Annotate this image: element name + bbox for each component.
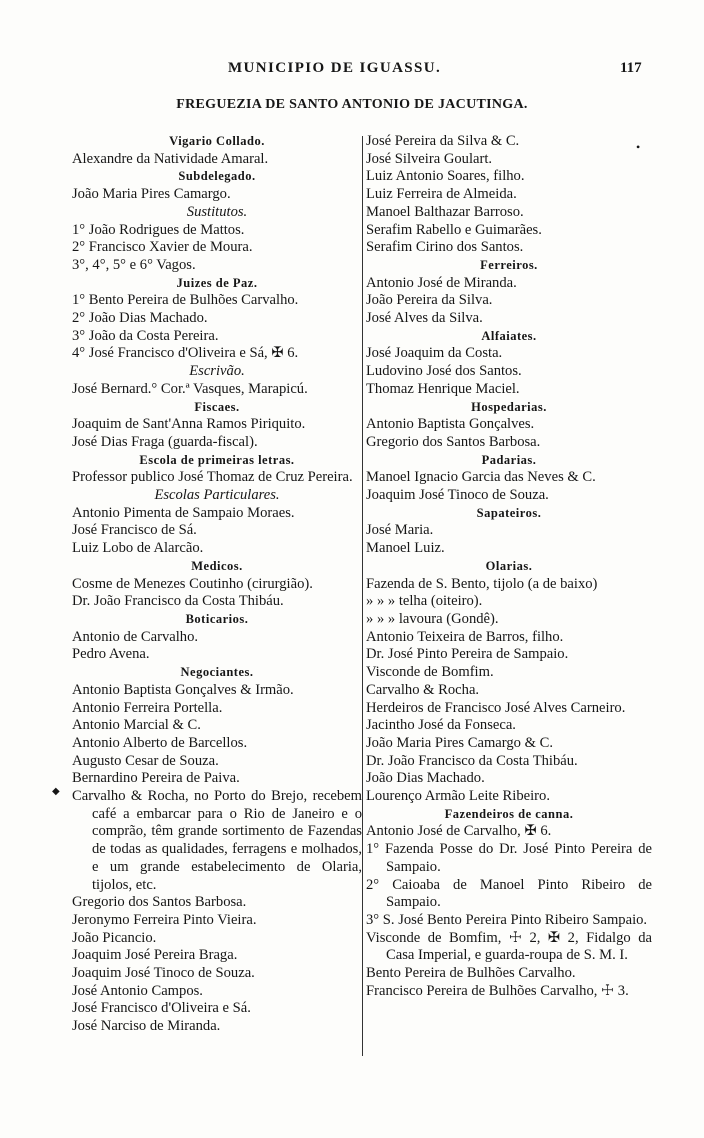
directory-entry: João Maria Pires Camargo. xyxy=(72,186,231,203)
running-header xyxy=(0,60,704,82)
directory-entry: Manoel Ignacio Garcia das Neves & C. xyxy=(366,469,596,486)
directory-entry: Antonio Marcial & C. xyxy=(72,717,201,734)
directory-entry: Bento Pereira de Bulhões Carvalho. xyxy=(366,965,576,982)
directory-entry: Cosme de Menezes Coutinho (cirurgião). xyxy=(72,575,313,592)
directory-entry: José Narciso de Miranda. xyxy=(72,1018,221,1035)
directory-entry: Gregorio dos Santos Barbosa. xyxy=(72,894,247,911)
section-heading: Subdelegado. xyxy=(178,169,256,184)
directory-entry: Antonio de Carvalho. xyxy=(72,628,199,645)
section-heading: Padarias. xyxy=(481,452,537,467)
section-heading: Medicos. xyxy=(191,558,243,573)
directory-entry: Antonio Ferreira Portella. xyxy=(72,699,223,716)
directory-entry: Manoel Luiz. xyxy=(366,540,445,557)
directory-entry: Professor publico José Thomaz de Cruz Pereira. xyxy=(72,469,353,486)
directory-entry: 3° João da Costa Pereira. xyxy=(72,327,219,344)
section-heading: Vigario Collado. xyxy=(169,134,265,148)
directory-entry: 4° José Francisco d'Oliveira e Sá, ✠ 6. xyxy=(72,345,299,362)
directory-entry: 3° S. José Bento Pereira Pinto Ribeiro Sampaio. xyxy=(366,911,648,928)
directory-entry: Luiz Lobo de Alarcão. xyxy=(72,540,204,557)
running-title: MUNICIPIO DE IGUASSU. xyxy=(228,60,442,76)
section-heading: Juizes de Paz. xyxy=(176,275,258,290)
directory-entry: Herdeiros de Francisco José Alves Carneiro. xyxy=(366,699,626,716)
directory-entry: Visconde de Bomfim. xyxy=(366,664,494,681)
directory-entry: 3°, 4°, 5° e 6° Vagos. xyxy=(72,256,196,273)
directory-entry: Serafim Rabello e Guimarães. xyxy=(366,221,542,238)
section-heading: Escrivão. xyxy=(189,363,245,380)
directory-entry: José Silveira Goulart. xyxy=(366,150,493,167)
directory-entry: Alexandre da Natividade Amaral. xyxy=(72,150,269,167)
directory-entry: Visconde de Bomfim, ☩ 2, ✠ 2, Fidalgo da Casa Imperial, e guarda-roupa de S. M. I. xyxy=(366,929,652,964)
directory-entry: Joaquim de Sant'Anna Ramos Piriquito. xyxy=(72,416,306,433)
directory-entry: João Dias Machado. xyxy=(366,770,485,787)
directory-entry: Luiz Antonio Soares, filho. xyxy=(366,168,525,185)
directory-entry: Pedro Avena. xyxy=(72,646,150,663)
directory-entry: Jeronymo Ferreira Pinto Vieira. xyxy=(72,911,257,928)
directory-entry: José Joaquim da Costa. xyxy=(366,345,503,362)
directory-entry: Serafim Cirino dos Santos. xyxy=(366,239,524,256)
directory-entry: Luiz Ferreira de Almeida. xyxy=(366,186,517,203)
directory-entry: Antonio José de Carvalho, ✠ 6. xyxy=(366,823,552,840)
directory-entry: 2° Caioaba de Manoel Pinto Ribeiro de Sampaio. xyxy=(366,876,652,911)
directory-entry: Antonio Baptista Gonçalves. xyxy=(366,416,535,433)
directory-entry: Manoel Balthazar Barroso. xyxy=(366,203,524,220)
directory-entry: Joaquim José Tinoco de Souza. xyxy=(72,965,255,982)
directory-entry: Lourenço Armão Leite Ribeiro. xyxy=(366,788,550,805)
left-column xyxy=(72,133,362,1036)
section-heading: Fiscaes. xyxy=(194,399,240,414)
directory-entry: Dr. João Francisco da Costa Thibáu. xyxy=(72,593,284,610)
directory-entry: Joaquim José Pereira Braga. xyxy=(72,947,238,964)
bullet-mark: • xyxy=(636,140,641,154)
directory-entry: » » » telha (oiteiro). xyxy=(366,593,483,610)
directory-entry: Bernardino Pereira de Paiva. xyxy=(72,770,240,787)
section-heading: Boticarios. xyxy=(185,611,249,626)
directory-entry: Augusto Cesar de Souza. xyxy=(72,752,219,769)
column-divider xyxy=(362,136,363,1056)
section-heading: Sustitutos. xyxy=(186,203,248,220)
parish-title: FREGUEZIA DE SANTO ANTONIO DE JACUTINGA. xyxy=(176,97,528,112)
directory-entry: Dr. José Pinto Pereira de Sampaio. xyxy=(366,646,569,663)
section-heading: Negociantes. xyxy=(180,665,254,680)
directory-entry: Antonio Baptista Gonçalves & Irmão. xyxy=(72,681,294,698)
directory-entry: Carvalho & Rocha, no Porto do Brejo, recebem café a embarcar para o Rio de Janeiro e o comprão, têm grande sortimento de Fazendas de todas as qualidades, ferragens e molhados, e um grande estabelecimento de Olaria, tijolos, etc. xyxy=(72,788,362,893)
section-heading: Olarias. xyxy=(485,558,533,573)
directory-entry: José Pereira da Silva & C. xyxy=(366,133,520,149)
section-heading: Ferreiros. xyxy=(480,257,538,272)
directory-entry: Carvalho & Rocha. xyxy=(366,681,480,698)
directory-entry: Antonio Pimenta de Sampaio Moraes. xyxy=(72,504,295,521)
directory-entry: Jacintho José da Fonseca. xyxy=(366,717,516,734)
directory-entry: Francisco Pereira de Bulhões Carvalho, ☩ 3. xyxy=(366,982,629,999)
directory-entry: 2° Francisco Xavier de Moura. xyxy=(72,239,253,256)
directory-entry: Antonio Alberto de Barcellos. xyxy=(72,734,248,751)
directory-entry: Antonio Teixeira de Barros, filho. xyxy=(366,628,564,645)
directory-entry: Ludovino José dos Santos. xyxy=(366,363,522,380)
directory-entry: 1° João Rodrigues de Mattos. xyxy=(72,221,245,238)
directory-entry: Thomaz Henrique Maciel. xyxy=(366,380,520,397)
directory-entry: José Francisco de Sá. xyxy=(72,522,197,539)
section-heading: Escola de primeiras letras. xyxy=(139,452,295,467)
margin-mark: ◆ xyxy=(52,786,60,797)
directory-entry: José Antonio Campos. xyxy=(72,982,203,999)
section-heading: Escolas Particulares. xyxy=(154,487,280,504)
directory-entry: » » » lavoura (Gondê). xyxy=(366,610,499,627)
directory-entry: João Pereira da Silva. xyxy=(366,292,493,309)
right-column xyxy=(366,133,652,1000)
section-heading: Alfaiates. xyxy=(481,328,537,343)
directory-entry: José Bernard.° Cor.ª Vasques, Marapicú. xyxy=(72,380,308,397)
directory-entry: Antonio José de Miranda. xyxy=(366,274,517,291)
directory-entry: Dr. João Francisco da Costa Thibáu. xyxy=(366,752,578,769)
directory-entry: José Dias Fraga (guarda-fiscal). xyxy=(72,433,258,450)
directory-entry: Gregorio dos Santos Barbosa. xyxy=(366,433,541,450)
section-heading: Hospedarias. xyxy=(471,399,547,414)
page-number: 117 xyxy=(620,60,642,76)
directory-entry: José Alves da Silva. xyxy=(366,310,483,327)
directory-entry: José Maria. xyxy=(366,522,434,539)
directory-entry: João Maria Pires Camargo & C. xyxy=(366,734,553,751)
directory-entry: 1° Fazenda Posse do Dr. José Pinto Pereira de Sampaio. xyxy=(366,841,652,875)
directory-entry: Joaquim José Tinoco de Souza. xyxy=(366,487,549,504)
section-heading: Fazendeiros de canna. xyxy=(444,806,574,821)
directory-entry: José Francisco d'Oliveira e Sá. xyxy=(72,1000,251,1017)
section-heading: Sapateiros. xyxy=(476,505,542,520)
directory-entry: Fazenda de S. Bento, tijolo (a de baixo) xyxy=(366,575,598,592)
directory-entry: 1° Bento Pereira de Bulhões Carvalho. xyxy=(72,292,299,309)
directory-entry: João Picancio. xyxy=(72,929,157,946)
directory-entry: 2° João Dias Machado. xyxy=(72,310,208,327)
